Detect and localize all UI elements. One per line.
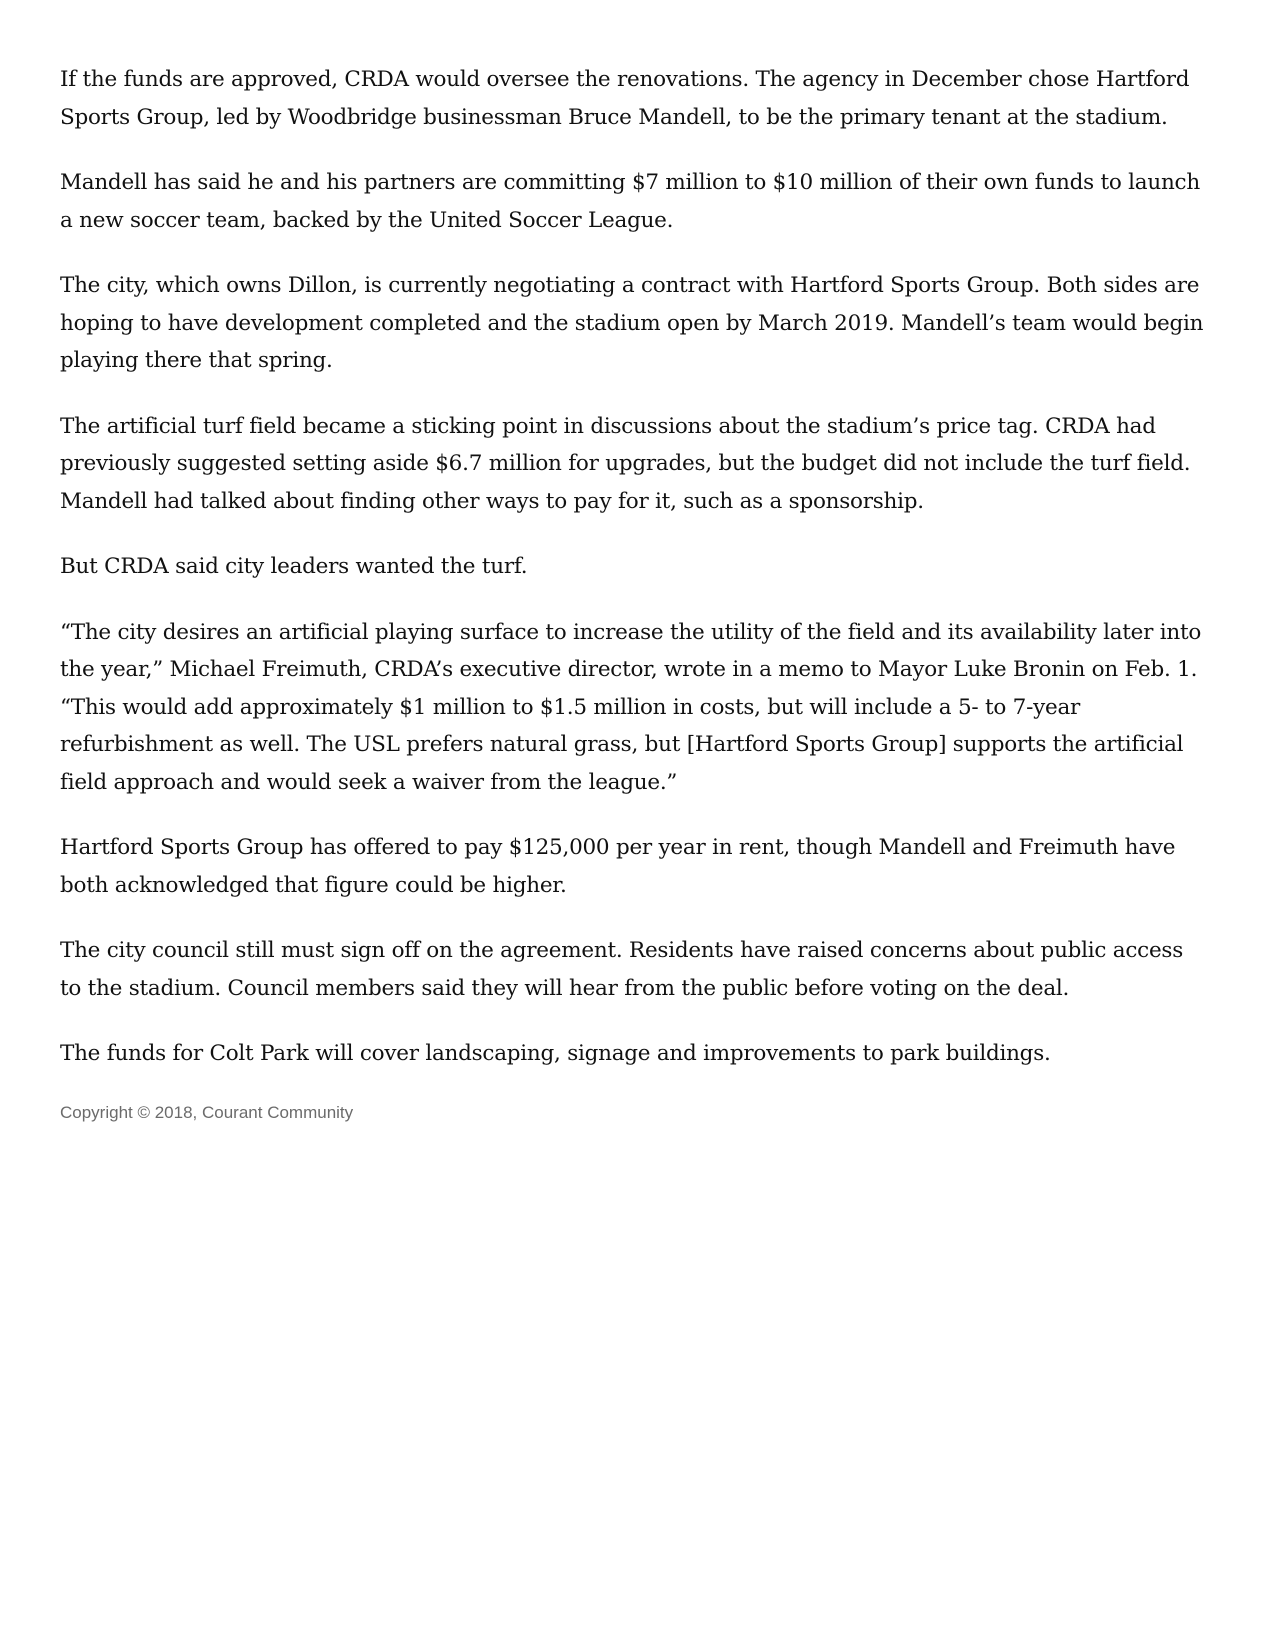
article-paragraph-7: Hartford Sports Group has offered to pay $125,000 per year in rent, though Mandell and Freimuth have both acknowledged that figure could be higher. bbox=[60, 835, 1176, 898]
copyright-notice: Copyright © 2018, Courant Community bbox=[60, 1102, 354, 1122]
article-paragraph-3: The city, which owns Dillon, is currently negotiating a contract with Hartford Sports Group. Both sides are hoping to have development completed and the stadium open by March 2019. Mandell’s team would begin playing there that spring. bbox=[60, 273, 1204, 373]
article-paragraph-6: “The city desires an artificial playing surface to increase the utility of the field and its availability later into the year,” Michael Freimuth, CRDA’s executive director, wrote in a memo to Mayor Luke Bronin on Feb. 1. “This would add approximately $1 million to $1.5 million in costs, but will include a 5- to 7-year refurbishment as well. The USL prefers natural grass, but [Hartford Sports Group] supports the artificial field approach and would seek a waiver from the league.” bbox=[60, 619, 1202, 795]
article-paragraph-4: The artificial turf field became a sticking point in discussions about the stadium’s price tag. CRDA had previously suggested setting aside $6.7 million for upgrades, but the budget did not include the turf field. Mandell had talked about finding other ways to pay for it, such as a sponsorship. bbox=[60, 413, 1191, 514]
article-paragraph-8: The city council still must sign off on the agreement. Residents have raised concerns about public access to the stadium. Council members said they will hear from the public before voting on the deal. bbox=[60, 938, 1183, 1001]
article-paragraph-5: But CRDA said city leaders wanted the turf. bbox=[60, 554, 528, 579]
article-paragraph-9: The funds for Colt Park will cover landscaping, signage and improvements to park buildings. bbox=[60, 1041, 1051, 1066]
article-paragraph-1: If the funds are approved, CRDA would oversee the renovations. The agency in December chose Hartford Sports Group, led by Woodbridge businessman Bruce Mandell, to be the primary tenant at the stadium. bbox=[60, 67, 1190, 130]
article-paragraph-2: Mandell has said he and his partners are committing $7 million to $10 million of their own funds to launch a new soccer team, backed by the United Soccer League. bbox=[60, 170, 1200, 233]
article-body bbox=[60, 61, 1210, 1125]
